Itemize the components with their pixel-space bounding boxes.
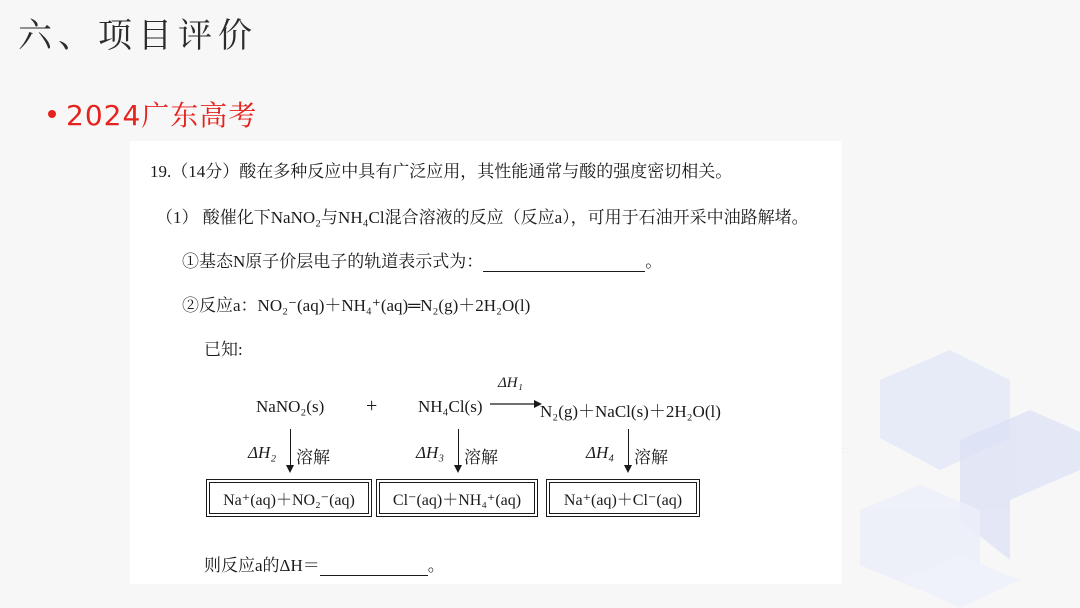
bullet-item [48,94,257,134]
dissolve-label: 溶解 [464,448,498,467]
plus-sign: + [366,395,378,417]
sub-question-2: ②反应a：NO₂⁻(aq)＋NH₄⁺(aq)═N₂(g)＋2H₂O(l) [182,296,531,315]
dissolve-arrow-icon [628,429,629,471]
ion-box-2 [376,479,538,517]
dissolve-arrow-icon [458,429,459,471]
slide-title: 六、项目评价 [18,16,258,56]
ion-box-1 [206,479,372,517]
ion-box-2-text: Cl⁻(aq)＋NH₄⁺(aq) [392,491,522,509]
known-label: 已知: [204,340,243,359]
reactant-nh4cl: NH₄Cl(s) [418,397,483,416]
temperature-graph-fragment [840,245,880,535]
ion-box-3-text: Na⁺(aq)＋Cl⁻(aq) [563,491,683,509]
delta-h3-label: ΔH₃ [416,443,445,462]
dissolve-label: 溶解 [296,448,330,467]
bullet-dot-icon [48,110,56,118]
question-panel [130,141,842,584]
delta-h4-label: ΔH₄ [586,443,615,462]
question-part-1: （1） 酸催化下NaNO₂与NH₄Cl混合溶液的反应（反应a），可用于石油开采中油路解堵。 [156,208,809,227]
dissolve-label: 溶解 [634,448,668,467]
sub-question-1-text: ①基态N原子价层电子的轨道表示式为： [182,252,484,271]
dissolve-arrow-icon [290,429,291,471]
delta-h2-label: ΔH₂ [248,443,277,462]
ion-box-1-text: Na⁺(aq)＋NO₂⁻(aq) [223,491,355,509]
bullet-text: 2024广东高考 [66,99,258,132]
delta-h1-label: ΔH₁ [498,375,523,391]
reaction-arrow-icon [490,397,542,411]
answer-blank-1 [483,253,645,272]
question-stem: 19.（14分）酸在多种反应中具有广泛应用，其性能通常与酸的强度密切相关。 [150,162,733,181]
final-question [204,551,445,576]
reaction-products: N₂(g)＋NaCl(s)＋2H₂O(l) [540,402,721,421]
final-question-end: 。 [427,556,445,575]
sub-question-1-end: 。 [645,252,663,271]
sub-question-1 [182,247,662,272]
final-question-text: 则反应a的ΔH＝ [204,556,320,575]
reactant-nano2: NaNO₂(s) [256,397,325,416]
ion-box-3 [546,479,700,517]
answer-blank-2 [320,557,428,576]
